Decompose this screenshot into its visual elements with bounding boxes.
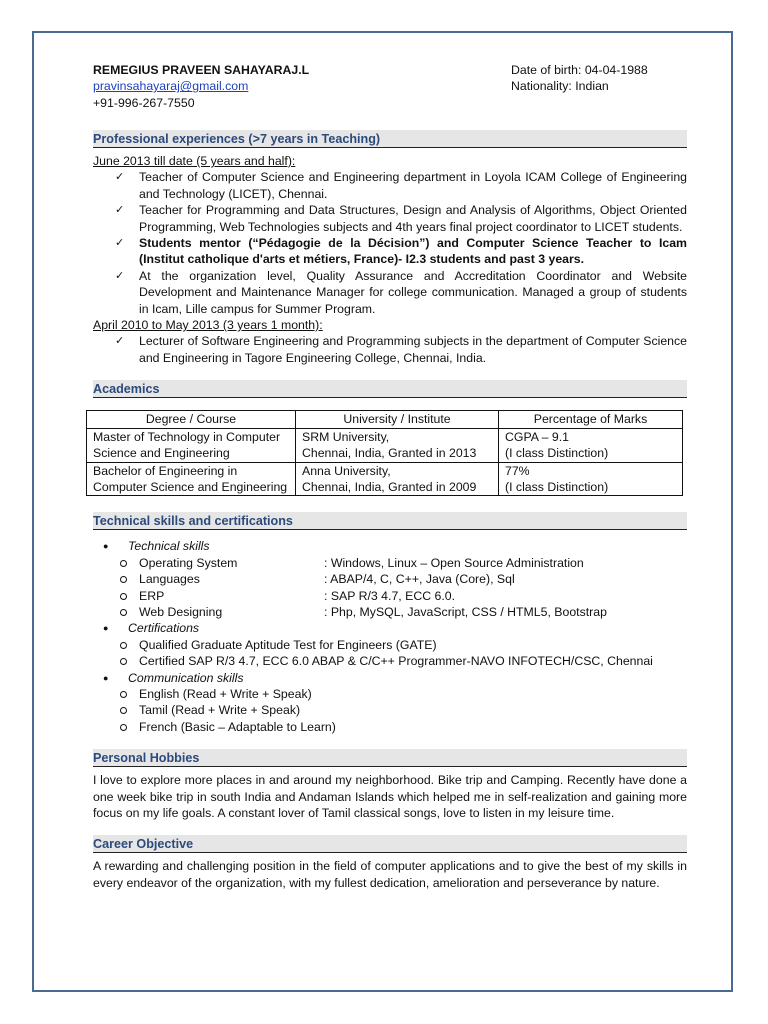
degree-cell: Bachelor of Engineering in Computer Science and Engineering [87,462,296,496]
section-header-skills: Technical skills and certifications [93,512,687,530]
table-row [87,462,683,496]
section-header-hobbies: Personal Hobbies [93,749,687,767]
list-item: ✓ Teacher of Computer Science and Engineering department in Loyola ICAM College of Engineering and Technology (LICET), Chennai. [139,169,687,202]
nationality: Nationality: Indian [511,79,609,94]
column-header: Percentage of Marks [499,411,683,428]
objective-text: A rewarding and challenging position in the field of computer applications and to give the best of my skills in every endeavor of the organization, with my fullest dedication, amelioration and perseverance by nature. [93,859,687,890]
list-item: Web Designing : Php, MySQL, JavaScript, CSS / HTML5, Bootstrap [93,604,687,620]
list-item: English (Read + Write + Speak) [93,686,687,702]
list-item: ✓ Students mentor (“Pédagogie de la Décision”) and Computer Science Teacher to Icam (Institut catholique d'arts et métiers, France)- I2.3 students and past 3 years. [139,235,687,268]
degree-cell: Master of Technology in Computer Science and Engineering [87,428,296,462]
date-of-birth: Date of birth: 04-04-1988 [511,63,648,77]
list-item: Operating System : Windows, Linux – Open Source Administration [93,555,687,571]
skill-category: ● Communication skills [93,670,687,686]
skills-list [93,538,687,735]
column-header: University / Institute [296,411,499,428]
list-item: Languages : ABAP/4, C, C++, Java (Core), Sql [93,571,687,587]
section-header-objective: Career Objective [93,835,687,853]
section-header-academics: Academics [93,380,687,398]
header [93,60,687,118]
list-item: Certified SAP R/3 4.7, ECC 6.0 ABAP & C/C++ Programmer-NAVO INFOTECH/CSC, Chennai [93,653,687,669]
list-item: Qualified Graduate Aptitude Test for Engineers (GATE) [93,637,687,653]
university-cell: SRM University, Chennai, India, Granted in 2013 [296,428,499,462]
list-item: ✓ Teacher for Programming and Data Structures, Design and Analysis of Algorithms, Object Oriented Programming, Web Technologies subjects and 4th years final project coordinator to LICET students. [139,202,687,235]
university-cell: Anna University, Chennai, India, Granted in 2009 [296,462,499,496]
phone: +91-996-267-7550 [93,95,195,110]
experience-list [93,169,687,317]
list-item: ✓ Lecturer of Software Engineering and Programming subjects in the department of Computer Science and Engineering in Tagore Engineering College, Chennai, India. [139,333,687,366]
list-item: ERP : SAP R/3 4.7, ECC 6.0. [93,588,687,604]
skill-category: ● Technical skills [93,538,687,554]
hobbies-text: I love to explore more places in and around my neighborhood. Bike trip and Camping. Recently have done a one week bike trip in south India and Andaman Islands which helped me in self-realization and gaining more focus on my life goals. A constant lover of Tamil classical songs, love to listen in my leisure time. [93,773,687,820]
table-header-row [87,411,683,428]
period-label: April 2010 to May 2013 (3 years 1 month): [93,318,323,333]
period-label: June 2013 till date (5 years and half): [93,154,296,168]
marks-cell: CGPA – 9.1 (I class Distinction) [499,428,683,462]
column-header: Degree / Course [87,411,296,428]
resume [93,60,687,891]
marks-cell: 77% (I class Distinction) [499,462,683,496]
section-header-experience: Professional experiences (>7 years in Teaching) [93,130,687,148]
email-link[interactable]: pravinsahayaraj@gmail.com [93,79,249,94]
skill-category: ● Certifications [93,620,687,636]
table-row [87,428,683,462]
candidate-name: REMEGIUS PRAVEEN SAHAYARAJ.L [93,63,310,77]
list-item: ✓ At the organization level, Quality Assurance and Accreditation Coordinator and Website Development and Maintenance Manager for college communication. Managed a group of students in Icam, Lille campus for Summer Program. [139,268,687,317]
experience-list [93,333,687,366]
list-item: French (Basic – Adaptable to Learn) [93,719,687,735]
academics-table [86,410,683,496]
list-item: Tamil (Read + Write + Speak) [93,702,687,718]
